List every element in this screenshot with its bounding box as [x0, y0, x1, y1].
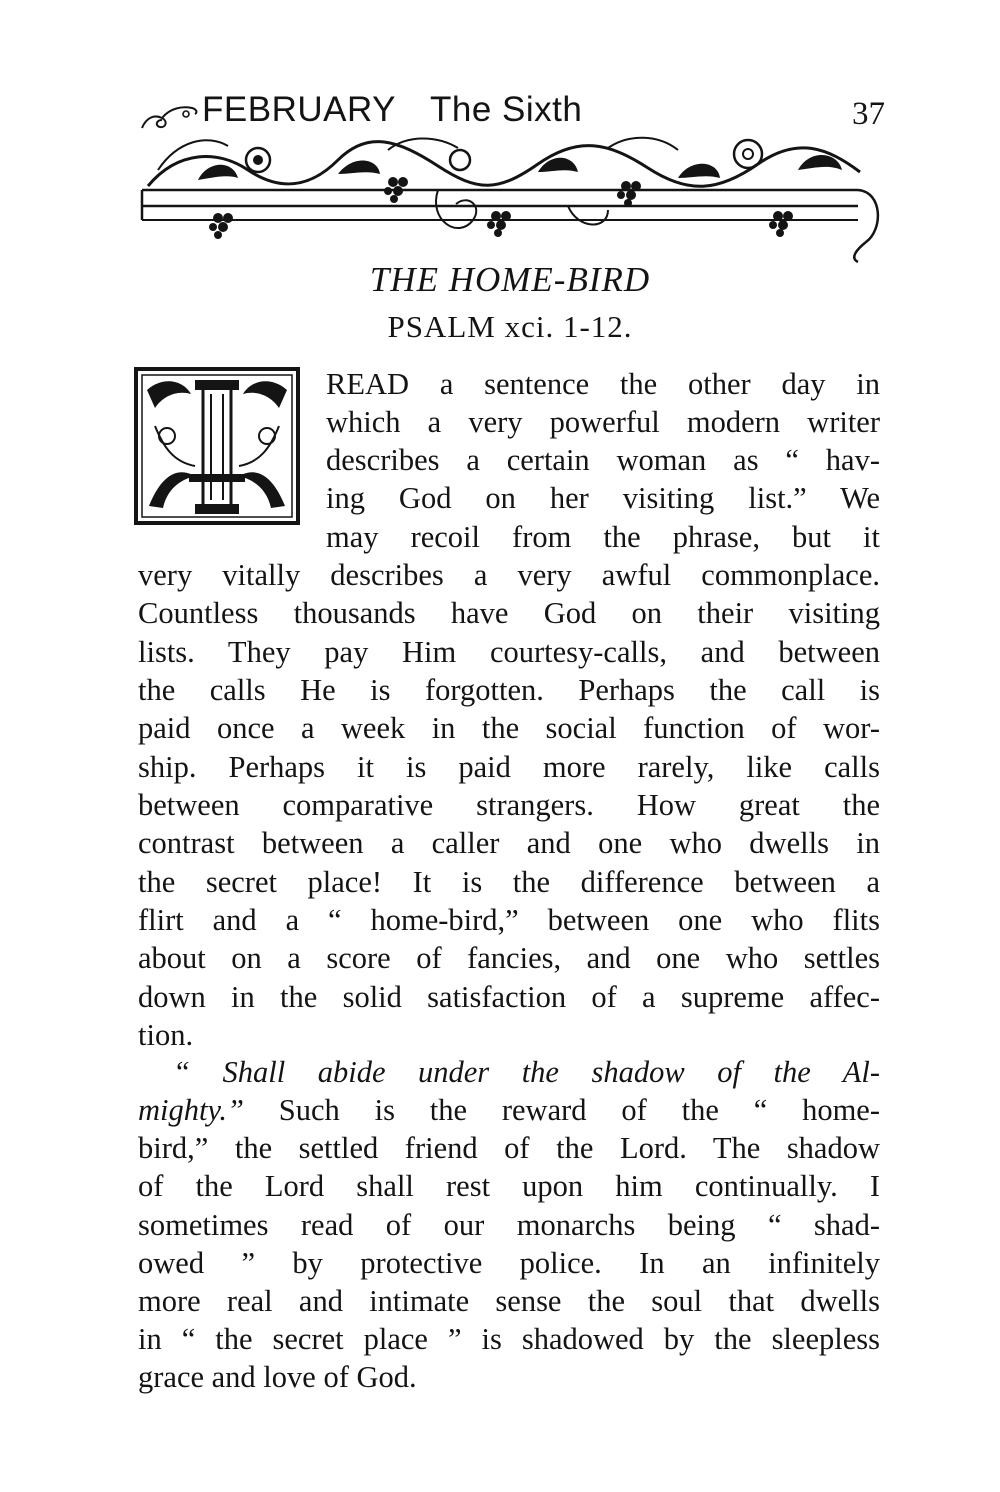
text-line: grace and love of God.	[138, 1360, 417, 1394]
text-line: tion.	[138, 1018, 194, 1052]
quote-end: mighty.”	[138, 1093, 244, 1127]
text-line: which a very powerful modern writer	[326, 405, 880, 439]
text-line: owed ” by protective police. In an infinitely	[138, 1246, 880, 1280]
text-line: contrast between a caller and one who dwells in	[138, 826, 880, 860]
text-line: the calls He is forgotten. Perhaps the call is	[138, 673, 880, 707]
text-line: ing God on her visiting list.” We	[326, 481, 880, 515]
text-line: bird,” the settled friend of the Lord. The shadow	[138, 1131, 880, 1165]
text-line: flirt and a “ home-bird,” between one who flits	[138, 903, 880, 937]
text-line: between comparative strangers. How great the	[138, 788, 880, 822]
text-line: in “ the secret place ” is shadowed by the sleepless	[138, 1322, 880, 1356]
text-line: of the Lord shall rest upon him continually. I	[138, 1169, 880, 1203]
text-line: ship. Perhaps it is paid more rarely, like calls	[138, 750, 880, 784]
text-line: READ a sentence the other day in	[326, 367, 880, 401]
scripture-reference: PSALM xci. 1-12.	[387, 309, 633, 344]
drop-cap-letter: I	[217, 468, 218, 469]
scroll-flourish-icon	[140, 98, 200, 132]
text-line: sometimes read of our monarchs being “ shad-	[138, 1208, 880, 1242]
page-number: 37	[852, 96, 885, 132]
running-head-day: The Sixth	[430, 90, 583, 129]
text-line: Countless thousands have God on their visiting	[138, 596, 880, 630]
text-line: lists. They pay Him courtesy-calls, and between	[138, 635, 880, 669]
text-line: the secret place! It is the difference between a	[138, 865, 880, 899]
text-line: about on a score of fancies, and one who settles	[138, 941, 880, 975]
ornamental-drop-cap	[133, 366, 301, 526]
text-line: describes a certain woman as “ hav-	[326, 443, 880, 477]
text-line: may recoil from the phrase, but it	[326, 520, 880, 554]
chapter-title: THE HOME-BIRD	[369, 260, 651, 299]
text-line: very vitally describes a very awful commonplace.	[138, 558, 880, 592]
text-line: down in the solid satisfaction of a supreme affec-	[138, 980, 880, 1014]
running-head-month: FEBRUARY	[202, 90, 396, 129]
text-line	[138, 1091, 880, 1129]
text-line: paid once a week in the social function of wor-	[138, 711, 880, 745]
text-line: more real and intimate sense the soul that dwells	[138, 1284, 880, 1318]
quote-line: “ Shall abide under the shadow of the Al-	[173, 1055, 880, 1089]
quote-follow: Such is the reward of the “ home-	[243, 1093, 880, 1127]
